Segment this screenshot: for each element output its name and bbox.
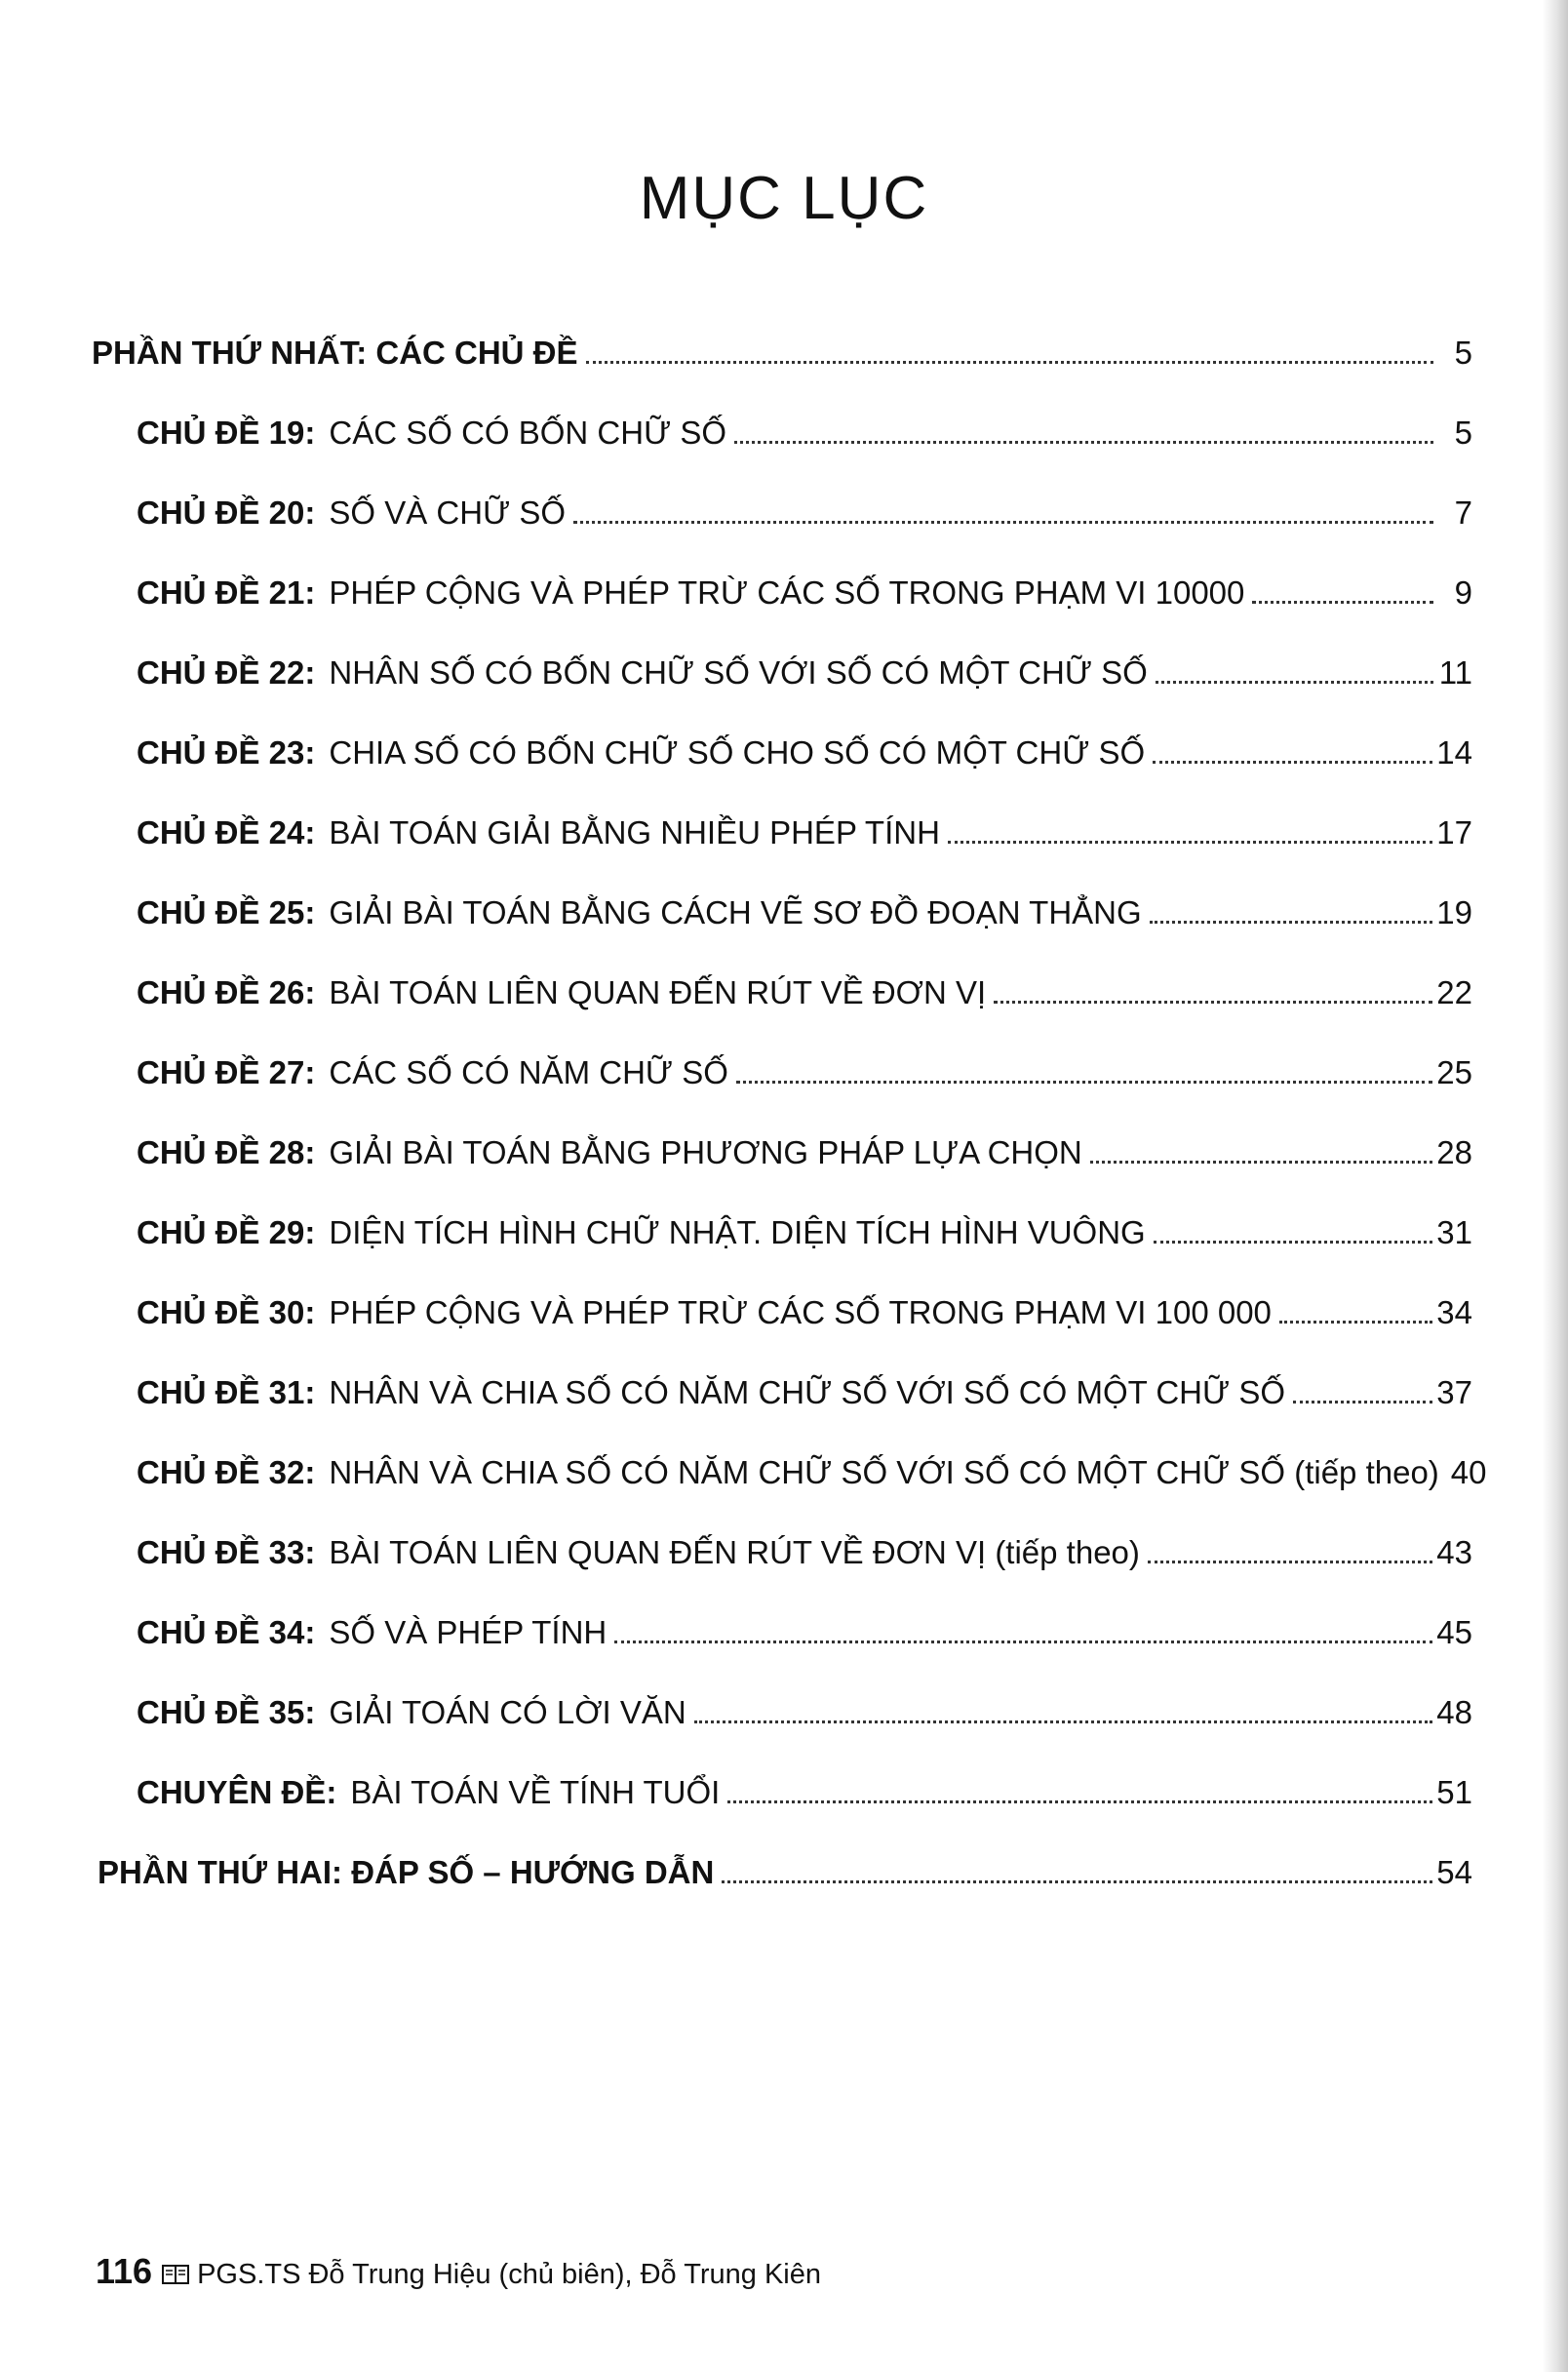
chapter-page: 43 (1436, 1534, 1472, 1570)
chapter-label: CHỦ ĐỀ 33: (137, 1534, 316, 1570)
chapter-title: SỐ VÀ PHÉP TÍNH (329, 1614, 608, 1650)
dot-leader (1148, 1561, 1432, 1563)
chapter-label: CHỦ ĐỀ 34: (137, 1614, 316, 1650)
toc-chapter-26 (137, 954, 1472, 1012)
chapter-label: CHỦ ĐỀ 19: (137, 415, 316, 451)
chapter-title: SỐ VÀ CHỮ SỐ (329, 494, 567, 531)
chapter-title: NHÂN VÀ CHIA SỐ CÓ NĂM CHỮ SỐ VỚI SỐ CÓ MỘT CHỮ SỐ (329, 1374, 1286, 1410)
toc-chapter-34 (137, 1594, 1472, 1652)
footer-page-number: 116 (96, 2251, 153, 2291)
dot-leader (1293, 1401, 1432, 1403)
chapter-label: CHỦ ĐỀ 22: (137, 654, 316, 691)
chapter-page: 9 (1454, 574, 1472, 611)
chapter-title: BÀI TOÁN LIÊN QUAN ĐẾN RÚT VỀ ĐƠN VỊ (329, 974, 987, 1010)
page-footer (96, 2251, 821, 2292)
toc-chapter-19 (137, 394, 1472, 453)
chapter-title: CHIA SỐ CÓ BỐN CHỮ SỐ CHO SỐ CÓ MỘT CHỮ SỐ (329, 734, 1146, 771)
chapter-label: CHỦ ĐỀ 30: (137, 1294, 316, 1330)
dot-leader (948, 841, 1432, 844)
chapter-page: 31 (1436, 1214, 1472, 1250)
chapter-page: 28 (1436, 1134, 1472, 1170)
chapter-label: CHỦ ĐỀ 28: (137, 1134, 316, 1170)
chapter-title: DIỆN TÍCH HÌNH CHỮ NHẬT. DIỆN TÍCH HÌNH VUÔNG (329, 1214, 1146, 1250)
chapter-title: BÀI TOÁN VỀ TÍNH TUỔI (350, 1774, 721, 1810)
dot-leader (1090, 1161, 1433, 1164)
chapter-title: CÁC SỐ CÓ NĂM CHỮ SỐ (329, 1054, 728, 1090)
chapter-title: BÀI TOÁN GIẢI BẰNG NHIỀU PHÉP TÍNH (329, 814, 940, 850)
dot-leader (1279, 1321, 1432, 1324)
dot-leader (1153, 761, 1432, 764)
footer-authors: PGS.TS Đỗ Trung Hiệu (chủ biên), Đỗ Trung Kiên (197, 2259, 821, 2290)
chapter-title: NHÂN SỐ CÓ BỐN CHỮ SỐ VỚI SỐ CÓ MỘT CHỮ SỐ (329, 654, 1148, 691)
chapter-title: CÁC SỐ CÓ BỐN CHỮ SỐ (329, 415, 727, 451)
toc-chapter-33 (137, 1514, 1472, 1572)
chapter-page: 17 (1436, 814, 1472, 850)
toc-chapter-32 (137, 1434, 1487, 1492)
book-icon (162, 2261, 189, 2282)
chapter-title: PHÉP CỘNG VÀ PHÉP TRỪ CÁC SỐ TRONG PHẠM VI 10000 (329, 574, 1245, 611)
page-edge-shadow (1543, 0, 1568, 2372)
dot-leader (994, 1001, 1432, 1004)
toc-part-2-label: PHẦN THỨ HAI: ĐÁP SỐ – HƯỚNG DẪN (98, 1854, 715, 1890)
toc-part-2 (98, 1834, 1472, 1892)
toc-chapter-23 (137, 714, 1472, 772)
dot-leader (614, 1641, 1432, 1643)
chapter-page: 37 (1436, 1374, 1472, 1410)
dot-leader (736, 1081, 1432, 1084)
chapter-label: CHỦ ĐỀ 26: (137, 974, 316, 1010)
toc-part-2-page: 54 (1436, 1854, 1472, 1890)
chapter-page: 11 (1438, 654, 1472, 691)
chapter-title: GIẢI BÀI TOÁN BẰNG CÁCH VẼ SƠ ĐỒ ĐOẠN THẲNG (329, 894, 1142, 930)
dot-leader (1252, 601, 1433, 604)
toc-special-topic (137, 1754, 1472, 1812)
chapter-label: CHỦ ĐỀ 20: (137, 494, 316, 531)
chapter-page: 45 (1436, 1614, 1472, 1650)
chapter-label: CHỦ ĐỀ 21: (137, 574, 316, 611)
chapter-label: CHỦ ĐỀ 29: (137, 1214, 316, 1250)
chapter-label: CHỦ ĐỀ 31: (137, 1374, 316, 1410)
chapter-page: 40 (1450, 1454, 1487, 1490)
chapter-label: CHỦ ĐỀ 27: (137, 1054, 316, 1090)
chapter-label: CHỦ ĐỀ 32: (137, 1454, 316, 1490)
chapter-label: CHỦ ĐỀ 24: (137, 814, 316, 850)
dot-leader (722, 1880, 1432, 1883)
dot-leader (727, 1800, 1432, 1803)
toc-chapter-28 (137, 1114, 1472, 1172)
dot-leader (734, 441, 1433, 444)
toc-chapter-29 (137, 1194, 1472, 1252)
toc-part-1 (92, 314, 1472, 373)
chapter-page: 5 (1454, 415, 1472, 451)
chapter-label: CHỦ ĐỀ 35: (137, 1694, 316, 1730)
toc-chapter-25 (137, 874, 1472, 932)
chapter-label: CHỦ ĐỀ 25: (137, 894, 316, 930)
dot-leader (586, 361, 1433, 364)
chapter-page: 22 (1436, 974, 1472, 1010)
dot-leader (1156, 681, 1433, 684)
chapter-label: CHỦ ĐỀ 23: (137, 734, 316, 771)
chapter-title: GIẢI TOÁN CÓ LỜI VĂN (329, 1694, 686, 1730)
toc-chapter-31 (137, 1354, 1472, 1412)
dot-leader (694, 1720, 1433, 1723)
chapter-label: CHUYÊN ĐỀ: (137, 1774, 337, 1810)
chapter-page: 19 (1436, 894, 1472, 930)
dot-leader (1150, 921, 1433, 924)
toc-part-1-page: 5 (1454, 335, 1472, 371)
chapter-page: 34 (1436, 1294, 1472, 1330)
chapter-page: 14 (1436, 734, 1472, 771)
toc-chapter-22 (137, 634, 1472, 692)
dot-leader (573, 521, 1433, 524)
toc-chapter-21 (137, 554, 1472, 613)
chapter-page: 51 (1436, 1774, 1472, 1810)
page-title: MỤC LỤC (639, 165, 929, 232)
chapter-page: 48 (1436, 1694, 1472, 1730)
toc-chapter-30 (137, 1274, 1472, 1332)
chapter-title: PHÉP CỘNG VÀ PHÉP TRỪ CÁC SỐ TRONG PHẠM VI 100 000 (329, 1294, 1272, 1330)
toc-chapter-24 (137, 794, 1472, 852)
toc-part-1-label: PHẦN THỨ NHẤT: CÁC CHỦ ĐỀ (92, 335, 578, 371)
toc-chapter-35 (137, 1674, 1472, 1732)
chapter-title: NHÂN VÀ CHIA SỐ CÓ NĂM CHỮ SỐ VỚI SỐ CÓ MỘT CHỮ SỐ (tiếp theo) (329, 1454, 1439, 1490)
toc-chapter-20 (137, 474, 1472, 533)
chapter-title: BÀI TOÁN LIÊN QUAN ĐẾN RÚT VỀ ĐƠN VỊ (tiếp theo) (329, 1534, 1140, 1570)
chapter-title: GIẢI BÀI TOÁN BẰNG PHƯƠNG PHÁP LỰA CHỌN (329, 1134, 1082, 1170)
dot-leader (1154, 1241, 1433, 1244)
chapter-page: 25 (1436, 1054, 1472, 1090)
toc-chapter-27 (137, 1034, 1472, 1092)
chapter-page: 7 (1454, 494, 1472, 531)
